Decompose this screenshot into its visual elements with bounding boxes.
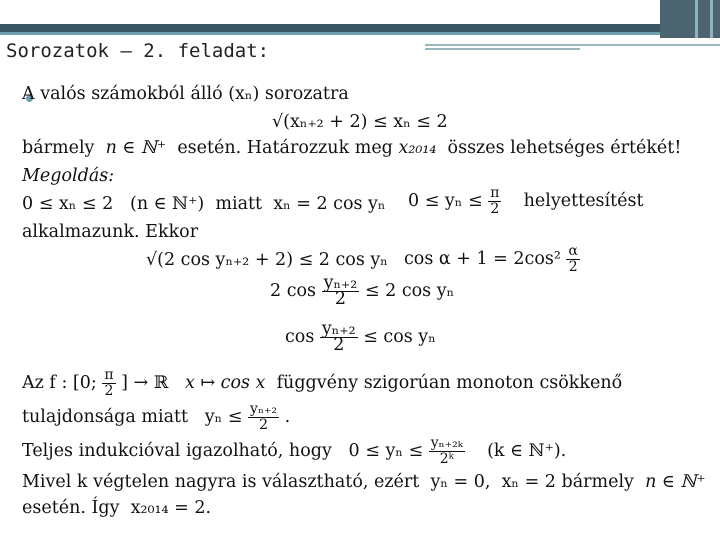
problem-line-1 bbox=[22, 84, 349, 104]
title-rule bbox=[425, 44, 720, 46]
solution-line-10 bbox=[22, 498, 211, 518]
corner-line-1 bbox=[695, 0, 698, 38]
solution-line-1-frac bbox=[408, 186, 644, 217]
text-barmely: bármely bbox=[22, 138, 95, 158]
fraction-y-half bbox=[322, 273, 360, 309]
text-alkalmazunk: alkalmazunk. Ekkor bbox=[22, 222, 199, 242]
corner-line-2 bbox=[710, 0, 713, 38]
problem-text: A valós számokból álló (xₙ) sorozatra bbox=[22, 84, 349, 104]
text-miatt: miatt bbox=[215, 194, 263, 214]
inequality-expression: √(xₙ₊₂ + 2) ≤ xₙ ≤ 2 bbox=[272, 112, 448, 132]
frac-num: yₙ₊₂ₖ bbox=[430, 435, 463, 451]
solution-line-7 bbox=[22, 402, 290, 433]
frac-den: 2 bbox=[334, 289, 347, 309]
math-identity: cos α + 1 = 2cos² bbox=[404, 249, 561, 269]
math-y-bound: yₙ ≤ bbox=[204, 407, 243, 427]
math-sqrt-inequality: √(2 cos yₙ₊₂ + 2) ≤ 2 cos yₙ bbox=[146, 250, 388, 270]
solution-line-2 bbox=[22, 222, 198, 242]
identity-cos bbox=[404, 244, 580, 275]
math-mapping: x ↦ cos x bbox=[185, 373, 266, 393]
fraction-pi-2-b bbox=[102, 368, 115, 399]
text-hatarozzuk: esetén. Határozzuk meg bbox=[177, 138, 393, 158]
math-cos: cos bbox=[285, 327, 315, 347]
title-rule-short bbox=[425, 48, 580, 50]
text-monoton: függvény szigorúan monoton csökkenő bbox=[276, 373, 623, 393]
header-corner-block bbox=[660, 0, 720, 38]
math-2cos: 2 cos bbox=[270, 281, 317, 301]
math-n-in-N-2: n ∈ ℕ⁺ bbox=[645, 472, 706, 492]
punctuation: . bbox=[284, 407, 291, 427]
text-eseten-igy: esetén. Így bbox=[22, 498, 120, 518]
slide-title: Sorozatok – 2. feladat: bbox=[6, 40, 270, 62]
frac-den: 2 bbox=[333, 335, 345, 355]
frac-num: yₙ₊₂ bbox=[321, 319, 356, 339]
header-decoration bbox=[0, 0, 720, 38]
solution-line-5 bbox=[285, 319, 436, 355]
math-codomain: ] → ℝ bbox=[121, 373, 169, 393]
text-helyettesites: helyettesítést bbox=[523, 191, 644, 211]
frac-den: 2 bbox=[568, 259, 578, 275]
math-k-domain: (k ∈ ℕ⁺). bbox=[487, 441, 567, 461]
math-n-in-N: n ∈ ℕ⁺ bbox=[105, 138, 167, 158]
math-x2014: x₂₀₁₄ bbox=[398, 138, 437, 158]
frac-den: 2ᵏ bbox=[439, 451, 454, 467]
text-tulajdonsaga: tulajdonsága miatt bbox=[22, 407, 189, 427]
math-function-def: Az f : [0; bbox=[22, 373, 97, 393]
fraction-y-half-2 bbox=[320, 319, 358, 355]
header-band-teal bbox=[0, 32, 660, 35]
fraction-pi-2 bbox=[488, 186, 501, 217]
fraction-y-2k bbox=[429, 436, 465, 467]
solution-line-3 bbox=[146, 250, 388, 270]
text-ertek: összes lehetséges értékét! bbox=[447, 138, 682, 158]
megoldas-heading: Megoldás: bbox=[22, 166, 115, 186]
math-bounds-y: 0 ≤ yₙ ≤ bbox=[408, 191, 483, 211]
fraction-y-half-3 bbox=[248, 402, 279, 433]
math-y-zero: yₙ = 0, bbox=[430, 472, 491, 492]
solution-heading bbox=[22, 166, 114, 186]
solution-line-4 bbox=[270, 273, 455, 309]
math-x-two: xₙ = 2 bármely bbox=[501, 472, 634, 492]
solution-line-9 bbox=[22, 472, 706, 492]
solution-line-6 bbox=[22, 368, 622, 399]
math-substitution: xₙ = 2 cos yₙ bbox=[273, 194, 386, 214]
math-rhs: ≤ cos yₙ bbox=[363, 327, 436, 347]
math-n-domain: (n ∈ ℕ⁺) bbox=[130, 194, 205, 214]
math-rhs: ≤ 2 cos yₙ bbox=[364, 281, 455, 301]
fraction-alpha-2 bbox=[566, 244, 579, 275]
frac-num: π bbox=[104, 367, 114, 383]
math-result: x₂₀₁₄ = 2. bbox=[130, 498, 212, 518]
math-induction-bound: 0 ≤ yₙ ≤ bbox=[348, 441, 424, 461]
frac-num: yₙ₊₂ bbox=[323, 273, 358, 293]
frac-den: 2 bbox=[104, 383, 114, 399]
frac-den: 2 bbox=[259, 417, 268, 433]
solution-line-1 bbox=[22, 194, 386, 214]
text-indukcio: Teljes indukcióval igazolható, hogy bbox=[22, 441, 332, 461]
frac-num: π bbox=[490, 185, 500, 201]
math-bounds-x: 0 ≤ xₙ ≤ 2 bbox=[22, 194, 114, 214]
text-mivel: Mivel k végtelen nagyra is választható, ezért bbox=[22, 472, 420, 492]
problem-inequality bbox=[272, 112, 448, 132]
problem-line-3 bbox=[22, 138, 681, 158]
header-band-dark bbox=[0, 24, 660, 32]
frac-num: α bbox=[568, 243, 578, 259]
solution-line-8 bbox=[22, 436, 566, 467]
frac-num: yₙ₊₂ bbox=[250, 401, 278, 417]
frac-den: 2 bbox=[490, 201, 500, 217]
